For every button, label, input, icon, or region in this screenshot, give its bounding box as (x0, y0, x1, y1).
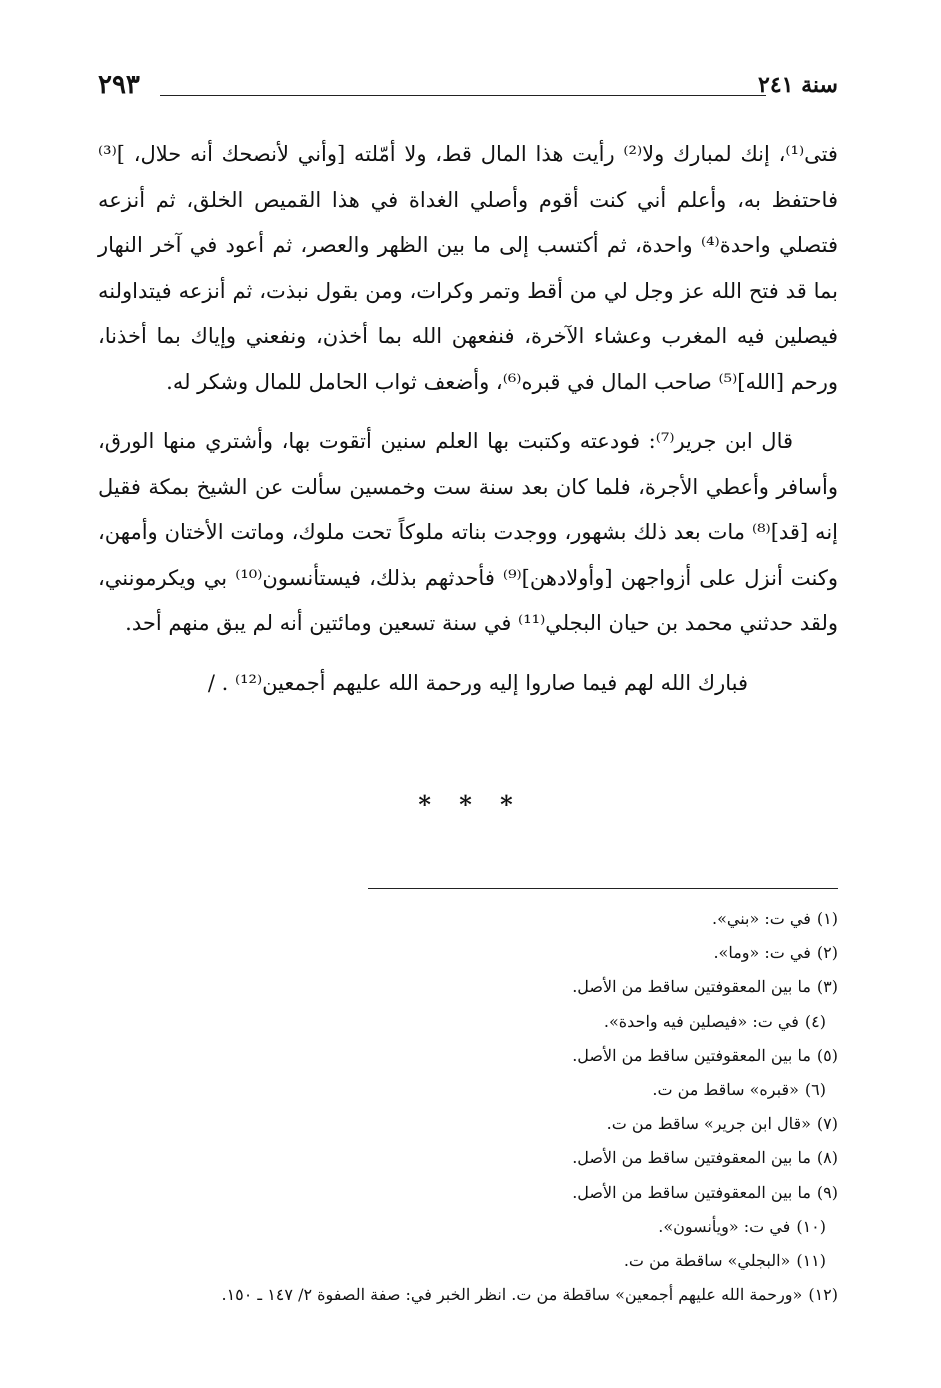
footnote-text: في ت: «وما». (713, 943, 811, 963)
footnote-number: (١٢) (808, 1285, 838, 1305)
footnote-number: (١١) (796, 1250, 826, 1270)
footnote-text: ما بين المعقوفتين ساقط من الأصل. (572, 977, 811, 997)
paragraph-2: قال ابن جرير⁽⁷⁾: فودعته وكتبت بها العلم سنين أتقوت بها، وأشتري منها الورق، وأسافر وأعطي الأجرة، فلما كان بعد سنة ست وخمسين سألت عن الشيخ بمكة فقيل إنه [قد]⁽⁸⁾ مات بعد ذلك بشهور، ووجدت بناته ملوكاً تحت ملوك، وماتت الأختان وأمهن، وكنت أنزل على أزواجهن [وأولادهن]⁽⁹⁾ فأحدثهم بذلك، فيستأنسون⁽¹⁰⁾ بي ويكرمونني، ولقد حدثني محمد بن حيان البجلي⁽¹¹⁾ في سنة تسعين ومائتين أنه لم يبق منهم أحد. (98, 429, 838, 635)
main-text (98, 132, 838, 706)
page-number: ٢٩٣ (98, 70, 140, 100)
footnote-text: «قبره» ساقط من ت. (652, 1079, 799, 1099)
footnote-text: «ورحمة الله عليهم أجمعين» ساقطة من ت. انظر الخبر في: صفة الصفوة ٢/ ١٤٧ ـ ١٥٠. (221, 1285, 803, 1305)
footnote-number: (٩) (816, 1182, 838, 1202)
footnote-item (98, 1073, 838, 1107)
footnote-number: (١) (816, 909, 838, 928)
footnote-number: (٣) (816, 977, 838, 997)
footnote-text: «قال ابن جرير» ساقط من ت. (606, 1114, 811, 1134)
footnote-item (98, 1176, 838, 1210)
footnote-item (98, 1141, 838, 1175)
footnotes (98, 902, 838, 1312)
footnote-text: في ت: «فيصلين فيه واحدة». (603, 1011, 799, 1031)
footnote-text: في ت: «بني». (712, 909, 811, 928)
header-rule (160, 95, 766, 96)
footnote-number: (٥) (816, 1045, 838, 1065)
footnote-number: (٨) (816, 1148, 838, 1168)
footnote-item (98, 1039, 838, 1073)
page-header (98, 72, 838, 106)
footnote-number: (١٠) (796, 1216, 826, 1236)
footnote-number: (٤) (804, 1011, 826, 1031)
paragraph-3: فبارك الله لهم فيما صاروا إليه ورحمة الله عليهم أجمعين⁽¹²⁾ . / (207, 670, 748, 695)
footnote-text: في ت: «ويأنسون». (658, 1216, 791, 1236)
footnote-text: ما بين المعقوفتين ساقط من الأصل. (572, 1148, 811, 1168)
footnote-number: (٢) (816, 943, 838, 963)
footnote-item (98, 1005, 838, 1039)
paragraph-1: فتى⁽¹⁾، إنك لمبارك ولا⁽²⁾ رأيت هذا المال قط، ولا أمّلته [وأني لأنصحك أنه حلال، ]⁽³⁾ فاحتفظ به، وأعلم أني كنت أقوم وأصلي الغداة في هذا القميص الخلق، ثم أنزعه فتصلي واحدة⁽⁴⁾ واحدة، ثم أكتسب إلى ما بين الظهر والعصر، ثم أعود في آخر النهار بما قد فتح الله عز وجل لي من أقط وتمر وكرات، ومن بقول نبذت، ثم أنزعه فيتداولنه فيصلين فيه المغرب وعشاء الآخرة، فنفعهن الله بما أخذن، ونفعني وإياك بما أخذنا، ورحم [الله]⁽⁵⁾ صاحب المال في قبره⁽⁶⁾، وأضعف ثواب الحامل للمال وشكر له. (98, 142, 838, 394)
footnote-item (98, 1278, 838, 1312)
footnote-item (98, 970, 838, 1004)
footnote-item (98, 936, 838, 970)
footnote-number: (٧) (816, 1114, 838, 1134)
footnote-text: ما بين المعقوفتين ساقط من الأصل. (572, 1182, 811, 1202)
footnote-text: ما بين المعقوفتين ساقط من الأصل. (572, 1045, 811, 1065)
footnote-item (98, 1210, 838, 1244)
section-separator: * * * (418, 790, 523, 819)
footnote-rule (368, 888, 838, 889)
footnote-text: «البجلي» ساقطة من ت. (623, 1250, 791, 1270)
footnote-item (98, 1107, 838, 1141)
footnote-item (98, 1244, 838, 1278)
running-title: سنة ٢٤١ (758, 72, 838, 98)
footnote-item (98, 902, 838, 936)
footnote-number: (٦) (804, 1079, 826, 1099)
